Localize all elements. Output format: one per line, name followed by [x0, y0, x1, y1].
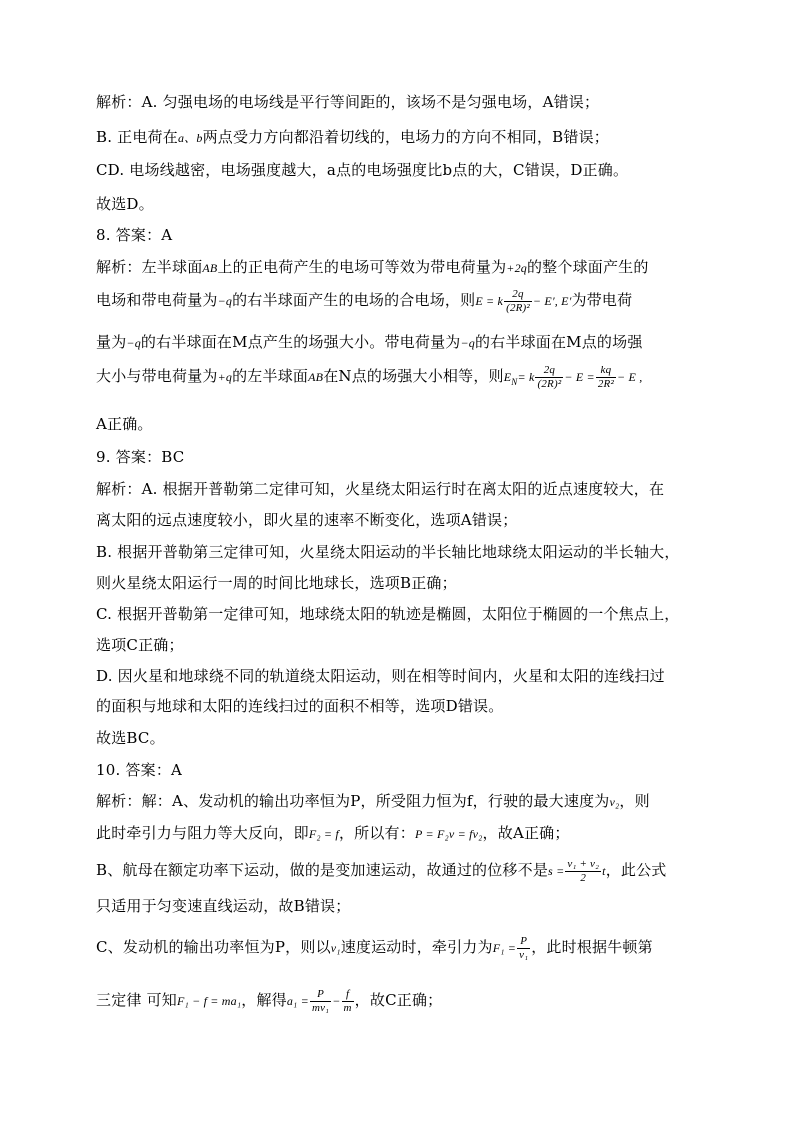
text: A正确。 — [96, 415, 153, 433]
text: 解析：A. 匀强电场的电场线是平行等间距的，该场不是匀强电场，A错误； — [96, 93, 600, 111]
text: 大小与带电荷量为 — [96, 367, 218, 386]
text: B、航母在额定功率下运动，做的是变加速运动，故通过的位移不是 — [96, 861, 549, 880]
math: t — [602, 864, 606, 879]
math: − — [332, 994, 341, 1009]
math: E — [503, 370, 512, 385]
math: v₂ — [609, 795, 620, 809]
text: 在N点的场强大小相等，则 — [323, 367, 504, 386]
text: 只适用于匀变速直线运动，故B错误； — [96, 897, 351, 915]
q9-line-2 — [96, 509, 517, 530]
text: 的面积与地球和太阳的连线扫过的面积不相等，选项D错误。 — [96, 697, 504, 715]
text: C. 根据开普勒第一定律可知，地球绕太阳的轨迹是椭圆，太阳位于椭圆的一个焦点上， — [96, 605, 680, 623]
math: N — [511, 377, 518, 388]
q10-line-6 — [96, 988, 442, 1014]
q7-line-3 — [96, 159, 628, 180]
text: 的右半球面在M点产生的场强大小。带电荷量为 — [140, 333, 461, 351]
q7-line-2 — [96, 126, 609, 147]
q8-line-5 — [96, 413, 153, 434]
math: E = k — [475, 294, 504, 309]
text: 的右半球面产生的电场的合电场，则 — [232, 291, 476, 310]
q9-line-9 — [96, 727, 165, 748]
text: 9. 答案：BC — [96, 448, 185, 466]
q9-line-8 — [96, 695, 503, 716]
text: 电场和带电荷量为 — [96, 291, 218, 310]
math: P = F₂v = fv₂ — [414, 827, 483, 841]
text: 此时牵引力与阻力等大反向，即 — [96, 824, 309, 842]
text: 选项C正确； — [96, 636, 184, 654]
math: a、b — [177, 131, 203, 145]
math: AB — [202, 261, 218, 275]
fraction: $\frac{kq}{\text{2R²}}$ — [597, 364, 614, 390]
q7-line-1 — [96, 91, 599, 112]
text: B. 正电荷在 — [96, 128, 178, 146]
text: 解析：解：A、发动机的输出功率恒为P，所受阻力恒为f，行驶的最大速度为 — [96, 792, 610, 810]
fraction: $\frac{2q}{\text{(2R)²}}$ — [537, 364, 562, 390]
text: ，故C正确； — [354, 991, 443, 1010]
math: v₁ — [330, 941, 341, 956]
q8-line-3 — [96, 331, 643, 352]
text: 8. 答案：A — [96, 226, 173, 244]
math: − E , — [616, 370, 643, 385]
q9-answer — [96, 446, 184, 467]
math: AB — [308, 370, 324, 385]
text: ，此公式 — [605, 861, 667, 880]
q9-line-1 — [96, 478, 664, 499]
text: 则火星绕太阳运行一周的时间比地球长，选项B正确； — [96, 574, 457, 592]
q10-line-1 — [96, 790, 650, 811]
text: 为带电荷 — [571, 291, 633, 310]
text: 故选BC。 — [96, 729, 165, 747]
q7-line-4 — [96, 193, 154, 214]
q10-line-4 — [96, 895, 350, 916]
fraction: $\frac{2q}{\text{(2R)²}}$ — [506, 288, 530, 314]
math: a₁ = — [286, 994, 309, 1009]
q8-line-2 — [96, 288, 632, 314]
fraction: $\frac{\text{v₁ + v₂}}{2}$ — [567, 858, 600, 884]
text: 故选D。 — [96, 195, 154, 213]
math: −q — [217, 294, 233, 309]
text: 的左半球面 — [232, 367, 309, 386]
q9-line-3 — [96, 541, 680, 562]
q10-line-2 — [96, 822, 570, 843]
text: D. 因火星和地球绕不同的轨道绕太阳运动，则在相等时间内，火星和太阳的连线扫过 — [96, 667, 665, 685]
fraction: $\frac{f}{m}$ — [343, 988, 352, 1014]
math: F₁ − f = ma₁ — [176, 994, 242, 1009]
text: 的右半球面在M点的场强 — [474, 333, 643, 351]
q8-line-1 — [96, 256, 649, 277]
q9-line-5 — [96, 603, 679, 624]
text: ，故A正确； — [482, 824, 570, 842]
text: 的整个球面产生的 — [526, 258, 649, 276]
text: 离太阳的远点速度较小，即火星的速率不断变化，选项A错误； — [96, 511, 518, 529]
q9-line-7 — [96, 665, 665, 686]
text: B. 根据开普勒第三定律可知，火星绕太阳运动的半长轴比地球绕太阳运动的半长轴大， — [96, 543, 680, 561]
math: − E′, E′ — [532, 294, 572, 309]
text: ，则 — [619, 792, 650, 810]
text: 上的正电荷产生的电场可等效为带电荷量为 — [217, 258, 507, 276]
q10-line-5 — [96, 935, 653, 961]
text: 10. 答案：A — [96, 761, 183, 779]
fraction: $\frac{P}{\text{v₁}}$ — [519, 935, 529, 961]
math: s = — [548, 864, 565, 879]
math: −q — [460, 336, 475, 350]
math: − E = — [564, 370, 595, 385]
text: 两点受力方向都沿着切线的，电场力的方向不相同，B错误； — [202, 128, 610, 146]
q9-line-6 — [96, 634, 184, 655]
text: 解析：A. 根据开普勒第二定律可知，火星绕太阳运行时在离太阳的近点速度较大，在 — [96, 480, 665, 498]
text: 解析：左半球面 — [96, 258, 203, 276]
text: ，所以有： — [338, 824, 415, 842]
text: 三定律 可知 — [96, 991, 177, 1010]
text: CD. 电场线越密，电场强度越大，a点的电场强度比b点的大，C错误，D正确。 — [96, 161, 629, 179]
text: C、发动机的输出功率恒为P，则以 — [96, 938, 331, 957]
math: −q — [126, 336, 141, 350]
math: +q — [217, 370, 233, 385]
text: ，解得 — [241, 991, 287, 1010]
q9-line-4 — [96, 572, 457, 593]
math: = k — [517, 370, 535, 385]
q10-line-3 — [96, 858, 667, 884]
fraction: $\frac{P}{\text{mv₁}}$ — [311, 988, 330, 1014]
math: F₁ = — [492, 941, 517, 956]
text: ，此时根据牛顿第 — [531, 938, 653, 957]
q8-answer — [96, 224, 172, 245]
math: +2q — [506, 261, 527, 275]
text: 量为 — [96, 333, 127, 351]
q10-answer — [96, 759, 182, 780]
math: F₂ = f — [308, 827, 339, 841]
q8-line-4 — [96, 364, 642, 390]
text: 速度运动时，牵引力为 — [340, 938, 493, 957]
